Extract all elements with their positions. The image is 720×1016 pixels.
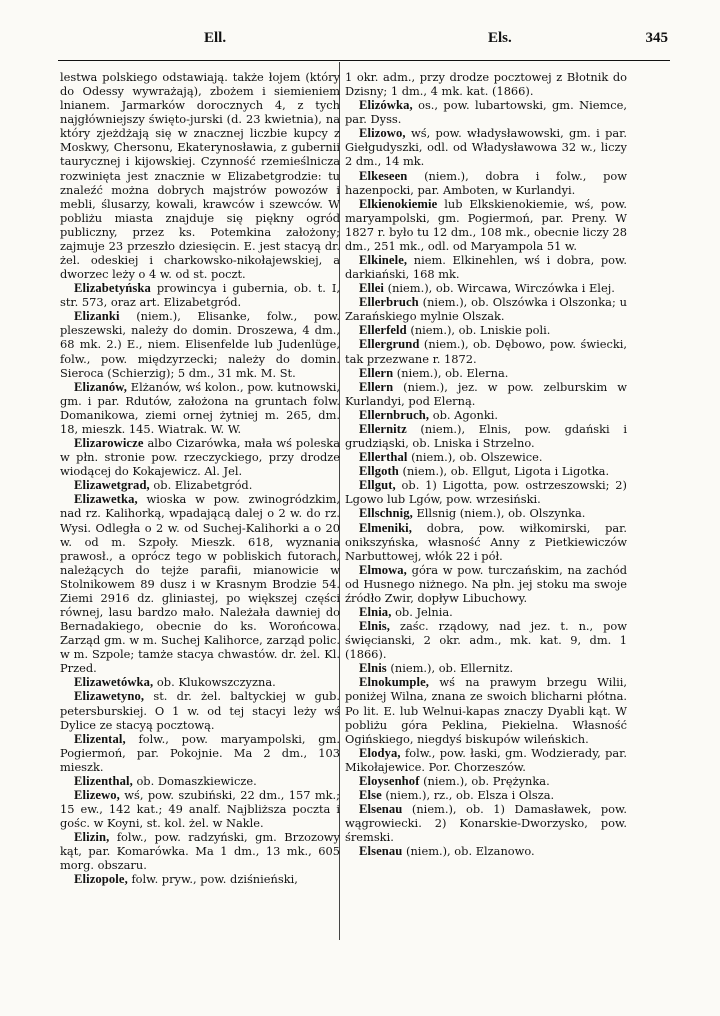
entry-headword: Elizin,	[74, 830, 110, 845]
entry-text: folw., pow. radzyński, gm. Brzozowy kąt, par. Komarówka. Ma 1 dm., 13 mk., 605 morg. obszaru.	[60, 830, 340, 873]
entry-headword: Elizewo,	[74, 787, 120, 802]
entry-text: (niem.), ob. Ellernitz.	[386, 661, 514, 676]
entry-headword: Elizówka,	[359, 98, 413, 113]
dictionary-entry	[60, 70, 340, 281]
entry-text: (niem.), Elisanke, folw., pow. pleszewski, należy do domin. Droszewa, 4 dm., 68 mk. 2.) E., niem. Elisenfelde lub Judenlüge, folw., pow. międzyrzecki; należy do domin. Sieroca (Schierzig); 5 dm., 31 mk. M. St.	[60, 309, 340, 380]
entry-headword: Ellerthal	[359, 450, 408, 465]
entry-text: ob. Elizabetgród.	[149, 478, 253, 493]
dictionary-entry	[345, 323, 627, 337]
entry-headword: Elizanki	[74, 309, 120, 324]
entry-text: os., pow. lubartowski, gm. Niemce, par. Dyss.	[345, 98, 627, 127]
entry-text: niem. Elkinehlen, wś i dobra, pow. darkiański, 168 mk.	[345, 253, 627, 282]
dictionary-entry	[345, 464, 627, 478]
dictionary-entry	[60, 872, 340, 886]
entry-text: prowincya i gubernia, ob. t. I, str. 573, oraz art. Elizabetgród.	[60, 281, 340, 310]
entry-headword: Elkinele,	[359, 253, 408, 268]
header-right-keyword: Els.	[488, 30, 512, 46]
entry-headword: Elsenau	[359, 844, 403, 859]
entry-text: ob. 1) Ligotta, pow. ostrzeszowski; 2) Lgowo lub Lgów, pow. wrzesiński.	[345, 478, 627, 507]
entry-text: ob. Domaszkiewicze.	[132, 773, 257, 788]
dictionary-entry	[345, 746, 627, 774]
dictionary-entry	[345, 126, 627, 168]
dictionary-entry	[345, 422, 627, 450]
entry-text: (niem.), ob. Ellgut, Ligota i Ligotka.	[398, 464, 610, 479]
entry-text: Ellsnig (niem.), ob. Olszynka.	[412, 506, 586, 521]
entry-text: lestwa polskiego odstawiają. także łojem (który do Odessy wywrażają), zbożem i siemieniem lnianem. Jarmarków dorocznych 4, z tych najgłówniejszy święto-jurski (d. 23 kwietnia), na który zjeżdżają się w znacznej liczbie kupcy z Moskwy, Chersonu, Ekaterynosławia, z gubernii taurycznej i kijowskiej. Czynność rzemieślnicza rozwinięta jest znacznie w Elizabetgrodzie: tu znaleźć można dobrych majstrów powozów i mebli, ślusarzy, kowali, krawców i szewców. W pobliżu miasta znajduje się piękny ogród publiczny, przez ks. Potemkina założony; zajmuje 23 przeszło dziesięcin. E. jest stacyą dr. żel. odeskiej i charkowsko-nikołajewskiej, a dworzec leży o 4 w. od st. poczt.	[60, 70, 340, 282]
dictionary-entry	[60, 689, 340, 731]
header-left-keyword: Ell.	[204, 30, 227, 46]
entry-text: albo Cizarówka, mała wś poleska w płn. stronie pow. rzeczyckiego, przy drodze wiodącej do Kokajewicz. Al. Jel.	[60, 436, 340, 479]
entry-text: st. dr. żel. baltyckiej w gub. petersburskiej. O 1 w. od tej stacyi leży wś Dylice ze stacyą pocztową.	[60, 689, 340, 732]
entry-headword: Elodya,	[359, 745, 401, 760]
entry-headword: Eloysenhof	[359, 773, 420, 788]
entry-headword: Ellschnig,	[359, 506, 413, 521]
entry-text: (niem.), ob. Elzanowo.	[402, 844, 535, 859]
dictionary-entry	[60, 732, 340, 774]
dictionary-entry	[345, 337, 627, 365]
dictionary-entry	[345, 169, 627, 197]
entry-headword: Ellern	[359, 379, 394, 394]
entry-headword: Ellgut,	[359, 478, 396, 493]
entry-text: wś na prawym brzegu Wilii, poniżej Wilna, znana ze swoich blicharni płótna. Po lit. E. lub Welnui-kapas znaczy Dyabli kąt. W pobliżu góra Peklina, Piekielna. Własność Ogińskiego, niegdyś biskupów wileńskich.	[345, 675, 627, 746]
dictionary-entry	[345, 70, 627, 98]
header-rule	[58, 60, 670, 61]
dictionary-entry	[60, 774, 340, 788]
entry-text: (niem.), ob. Prężynka.	[419, 773, 550, 788]
entry-headword: Elmeniki,	[359, 520, 413, 535]
entry-headword: Elizawetka,	[74, 492, 138, 507]
dictionary-entry	[60, 492, 340, 675]
entry-text: wś, pow. władysławowski, gm. i par. Giełgudyszki, odl. od Władysławowa 32 w., liczy 2 dm., 14 mk.	[345, 126, 627, 169]
dictionary-entry	[60, 830, 340, 872]
entry-text: (niem.), rz., ob. Elsza i Olsza.	[381, 787, 555, 802]
dictionary-entry	[60, 675, 340, 689]
entry-text: góra w pow. turczańskim, na zachód od Husnego niżnego. Na płn. jej stoku ma swoje źródło Zwir, dopływ Libuchowy.	[345, 562, 627, 605]
entry-headword: Elizawetyno,	[74, 689, 145, 704]
dictionary-entry	[345, 661, 627, 675]
dictionary-entry	[60, 436, 340, 478]
dictionary-entry	[60, 380, 340, 436]
entry-text: Elżanów, wś kolon., pow. kutnowski, gm. i par. Rdutów, założona na gruntach folw. Domanikowa, ziemi ornej żytniej m. 265, dm. 18, mieszk. 145. Wiatrak. W. W.	[60, 379, 340, 436]
entry-text: (niem.), Elnis, pow. gdański i grudziąski, ob. Lniska i Strzelno.	[345, 421, 627, 451]
page-number: 345	[645, 30, 668, 46]
entry-text: folw. pryw., pow. dziśnieński,	[127, 872, 298, 887]
entry-headword: Elizabetyńska	[74, 281, 151, 296]
entry-text: 1 okr. adm., przy drodze pocztowej z Błotnik do Dzisny; 1 dm., 4 mk. kat. (1866).	[345, 70, 627, 99]
entry-headword: Ellei	[359, 281, 384, 296]
entry-headword: Ellergrund	[359, 337, 420, 352]
entry-text: ob. Jelnia.	[391, 604, 453, 619]
entry-text: (niem.), ob. Elerna.	[393, 365, 509, 380]
entry-headword: Elizopole,	[74, 872, 128, 887]
dictionary-entry	[345, 478, 627, 506]
dictionary-entry	[60, 309, 340, 379]
dictionary-entry	[345, 380, 627, 408]
dictionary-entry	[345, 675, 627, 745]
dictionary-entry	[60, 281, 340, 309]
entry-headword: Elkienokiemie	[359, 196, 438, 211]
entry-headword: Ellerbruch	[359, 295, 419, 310]
entry-headword: Ellernitz	[359, 421, 407, 436]
entry-headword: Elnokumple,	[359, 675, 430, 690]
dictionary-entry	[345, 450, 627, 464]
entry-text: zaśc. rządowy, nad jez. t. n., pow święcianski, 2 okr. adm., mk. kat. 9, dm. 1 (1866).	[345, 619, 627, 662]
dictionary-entry	[345, 774, 627, 788]
dictionary-entry	[345, 197, 627, 253]
dictionary-entry	[345, 802, 627, 844]
entry-headword: Ellern	[359, 365, 394, 380]
dictionary-entry	[345, 253, 627, 281]
entry-headword: Elmowa,	[359, 562, 407, 577]
dictionary-entry	[345, 844, 627, 858]
entry-text: (niem.), ob. 1) Damasławek, pow. wągrowiecki. 2) Konarskie-Dworzysko, pow. śremski.	[345, 802, 627, 845]
entry-headword: Ellerfeld	[359, 323, 407, 338]
dictionary-entry	[60, 478, 340, 492]
dictionary-entry	[345, 619, 627, 661]
entry-text: (niem.), ob. Wircawa, Wirczówka i Elej.	[384, 281, 615, 296]
entry-headword: Ellernbruch,	[359, 407, 430, 422]
entry-headword: Elizowo,	[359, 126, 406, 141]
entry-headword: Elizawetówka,	[74, 675, 154, 690]
entry-text: wioska w pow. zwinogródzkim, nad rz. Kalihorką, wpadającą dalej o 2 w. do rz. Wysi. Odległa o 2 w. od Suchej-Kalihorki a o 20 w. od m. Szpoły. Mieszk. 618, wyznania prawosł., a oprócz tego w pobliskich futorach, należących do tejże parafii, mianowicie w Stolnikowem 89 dusz i w Krasnym Brodzie 54. Ziemi 2916 dz. gliniastej, po większej części równej, lasu bardzo mało. Należała dawniej do Bernadakiego, obecnie do ks. Worońcowa. Zarząd gm. w m. Suchej Kalihorce, zarząd polic. w m. Szpole; tamże stacya chwastów. dr. żel. Kl. Przed.	[60, 492, 340, 676]
dictionary-entry	[345, 563, 627, 605]
entry-text: dobra, pow. wiłkomirski, par. onikszyńska, własność Anny z Pietkiewiczów Narbuttowej, włók 22 i pół.	[345, 520, 627, 563]
entry-text: ob. Agonki.	[429, 407, 499, 422]
entry-text: ob. Klukowszczyzna.	[153, 675, 276, 690]
dictionary-entry	[345, 788, 627, 802]
dictionary-entry	[345, 281, 627, 295]
entry-text: (niem.), jez. w pow. zelburskim w Kurlandyi, pod Elerną.	[345, 379, 627, 408]
entry-headword: Elizental,	[74, 731, 126, 746]
left-column	[60, 70, 340, 887]
entry-headword: Ellgoth	[359, 464, 399, 479]
entry-headword: Elnis	[359, 661, 387, 676]
entry-headword: Elizarowicze	[74, 436, 144, 451]
entry-text: (niem.), ob. Olszówka i Olszonka; u Zarańskiego mylnie Olszak.	[345, 295, 627, 324]
entry-text: (niem.), ob. Dębowo, pow. świecki, tak przezwane r. 1872.	[345, 337, 627, 366]
entry-text: wś, pow. szubiński, 22 dm., 157 mk.; 15 ew., 142 kat.; 49 analf. Najbliższa poczta i gośc. w Koyni, st. kol. żel. w Nakle.	[60, 787, 340, 831]
entry-headword: Elsenau	[359, 802, 403, 817]
entry-text: (niem.), ob. Lniskie poli.	[406, 323, 551, 338]
page-header	[62, 30, 668, 54]
entry-text: (niem.), ob. Olszewice.	[407, 450, 543, 465]
entry-text: folw., pow. łaski, gm. Wodzierady, par. Mikołajewice. Por. Chorzeszów.	[345, 745, 627, 774]
entry-text: lub Elkskienokiemie, wś, pow. maryampolski, gm. Pogiermoń, par. Preny. W 1827 r. było tu 12 dm., 108 mk., obecnie liczy 28 dm., 251 mk., odl. od Maryampola 51 w.	[345, 196, 627, 253]
entry-text: (niem.), dobra i folw., pow hazenpocki, par. Amboten, w Kurlandyi.	[345, 168, 627, 197]
dictionary-entry	[60, 788, 340, 830]
dictionary-entry	[345, 366, 627, 380]
entry-headword: Else	[359, 787, 382, 802]
dictionary-entry	[345, 521, 627, 563]
entry-headword: Elizanów,	[74, 379, 128, 394]
entry-headword: Elkeseen	[359, 168, 408, 183]
dictionary-entry	[345, 605, 627, 619]
right-column	[345, 70, 627, 858]
entry-headword: Elnis,	[359, 619, 391, 634]
dictionary-entry	[345, 408, 627, 422]
dictionary-entry	[345, 98, 627, 126]
entry-headword: Elizawetgrad,	[74, 478, 150, 493]
entry-text: folw., pow. maryampolski, gm. Pogiermoń, par. Pokojnie. Ma 2 dm., 103 mieszk.	[60, 731, 340, 774]
entry-headword: Elnia,	[359, 604, 392, 619]
dictionary-entry	[345, 295, 627, 323]
entry-headword: Elizenthal,	[74, 773, 133, 788]
dictionary-entry	[345, 506, 627, 520]
